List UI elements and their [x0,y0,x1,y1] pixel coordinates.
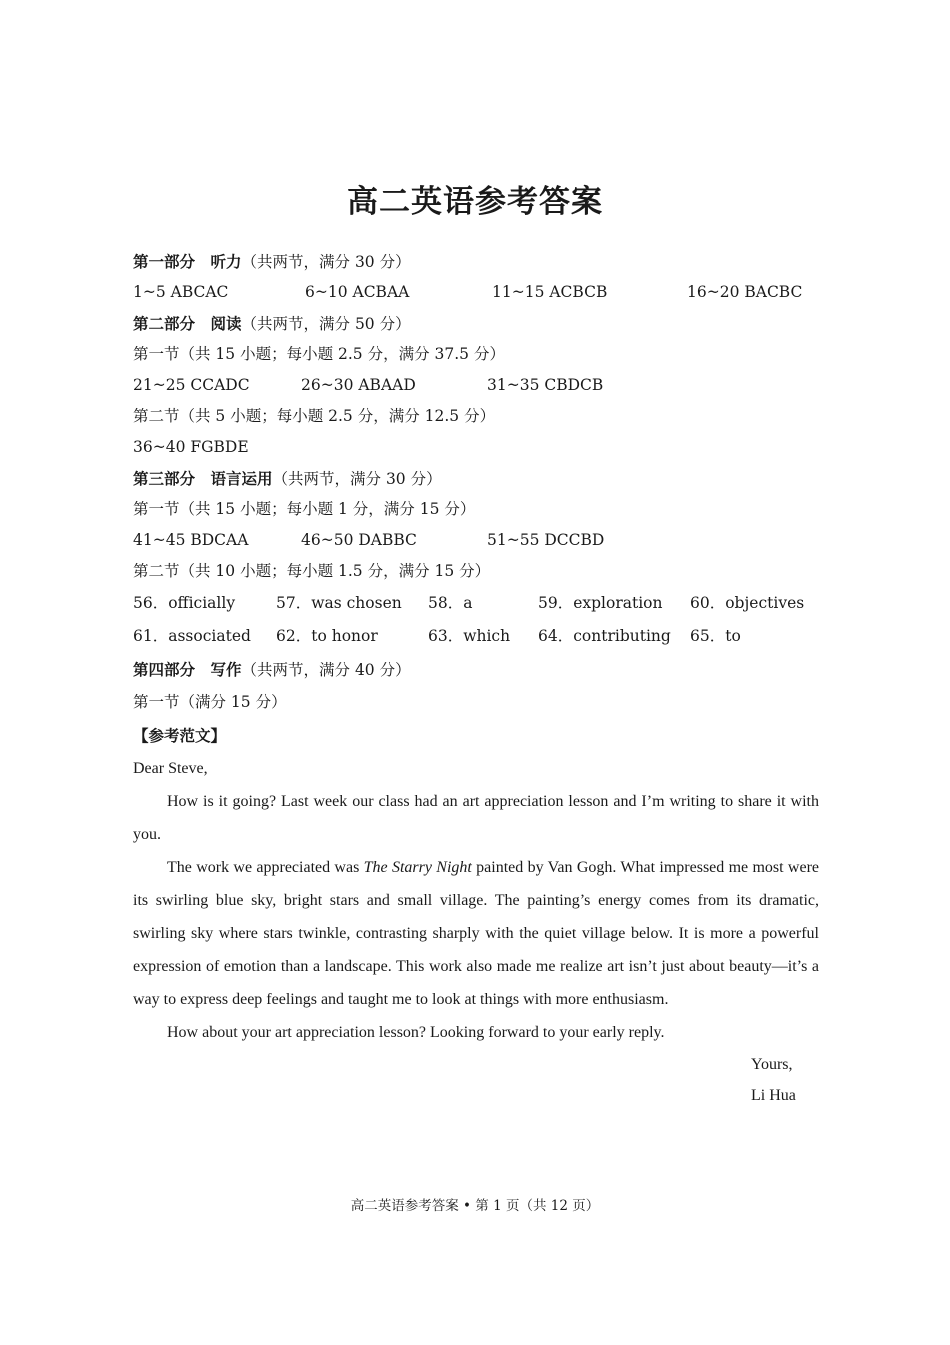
part2-heading: 第二部分 阅读 [133,314,242,333]
part4-note: （共两节，满分 40 分） [241,661,411,679]
fill-answer: 60．objectives [690,594,805,612]
part1-answers [133,277,819,308]
signature-text: Li Hua [751,1087,796,1104]
page-footer: 高二英语参考答案 • 第 1 页（共 12 页） [350,1198,600,1214]
part2-section1-title: 第一节（共 15 小题；每小题 2.5 分，满分 37.5 分） [133,345,505,363]
fill-answers-row1 [133,587,819,620]
answer-group: 41~45 BDCAA [133,531,249,549]
fill-answer: 57．was chosen [276,594,402,612]
part4-heading-line [133,653,819,686]
part3-section1-title: 第一节（共 15 小题；每小题 1 分，满分 15 分） [133,500,476,518]
answer-group: 21~25 CCADC [133,376,250,394]
answer-group: 51~55 DCCBD [487,531,605,549]
part3-heading: 第三部分 语言运用 [133,469,273,488]
part2-section2-answers: 36~40 FGBDE [133,438,249,456]
fill-answer: 64．contributing [538,627,671,645]
answer-group: 6~10 ACBAA [305,283,410,301]
answer-group: 46~50 DABBC [301,531,417,549]
answer-group: 31~35 CBDCB [487,376,604,394]
fill-answer: 56．officially [133,594,236,612]
fill-answer: 59．exploration [538,594,663,612]
part2-section2-title: 第二节（共 5 小题；每小题 2.5 分，满分 12.5 分） [133,407,496,425]
answer-content [133,246,819,1111]
part3-section2-title: 第二节（共 10 小题；每小题 1.5 分，满分 15 分） [133,562,491,580]
answer-group: 16~20 BACBC [687,283,803,301]
page-title: 高二英语参考答案 [347,184,603,220]
essay-greeting: Dear Steve, [133,760,208,777]
essay-paragraph-1: How is it going? Last week our class had an art appreciation lesson and I’m writing to share it with you. [133,793,819,843]
part3-note: （共两节，满分 30 分） [272,470,442,488]
essay-p2-before: The work we appreciated was [167,859,364,876]
fill-answer: 58．a [428,594,473,612]
essay-signature [133,1080,819,1111]
part2-section1-answers [133,370,819,401]
part3-section1-answers [133,525,819,556]
essay-p2-after: painted by Van Gogh. What impressed me most were its swirling blue sky, bright stars and small village. The painting’s energy comes from its dramatic, swirling sky where stars twinkle, contrasting sharply with the quiet village below. It is more a powerful expression of emotion than a landscape. This work also made me realize art isn’t just about beauty—it’s a way to express deep feelings and taught me to look at things with more enthusiasm. [133,859,819,1008]
fill-answers-row2 [133,620,819,653]
part2-heading-line [133,308,819,339]
part1-note: （共两节，满分 30 分） [241,253,411,271]
essay-closing [133,1049,819,1080]
sample-essay [133,752,819,1111]
answer-group: 11~15 ACBCB [492,283,608,301]
part1-heading-line [133,246,819,277]
part4-heading: 第四部分 写作 [133,660,242,679]
part1-heading: 第一部分 听力 [133,252,242,271]
answer-group: 1~5 ABCAC [133,283,229,301]
painting-title: The Starry Night [363,859,472,876]
part3-heading-line [133,463,819,494]
answer-group: 26~30 ABAAD [301,376,416,394]
fill-answer: 65．to [690,627,741,645]
closing-text: Yours, [751,1056,793,1073]
essay-paragraph-3: How about your art appreciation lesson? Looking forward to your early reply. [167,1024,665,1041]
fill-answer: 62．to honor [276,627,378,645]
fill-answer: 61．associated [133,627,251,645]
fill-answer: 63．which [428,627,511,645]
part4-section1-title: 第一节（满分 15 分） [133,693,287,711]
sample-essay-label: 【参考范文】 [133,726,227,745]
essay-paragraph-2 [133,851,819,1016]
part2-note: （共两节，满分 50 分） [241,315,411,333]
